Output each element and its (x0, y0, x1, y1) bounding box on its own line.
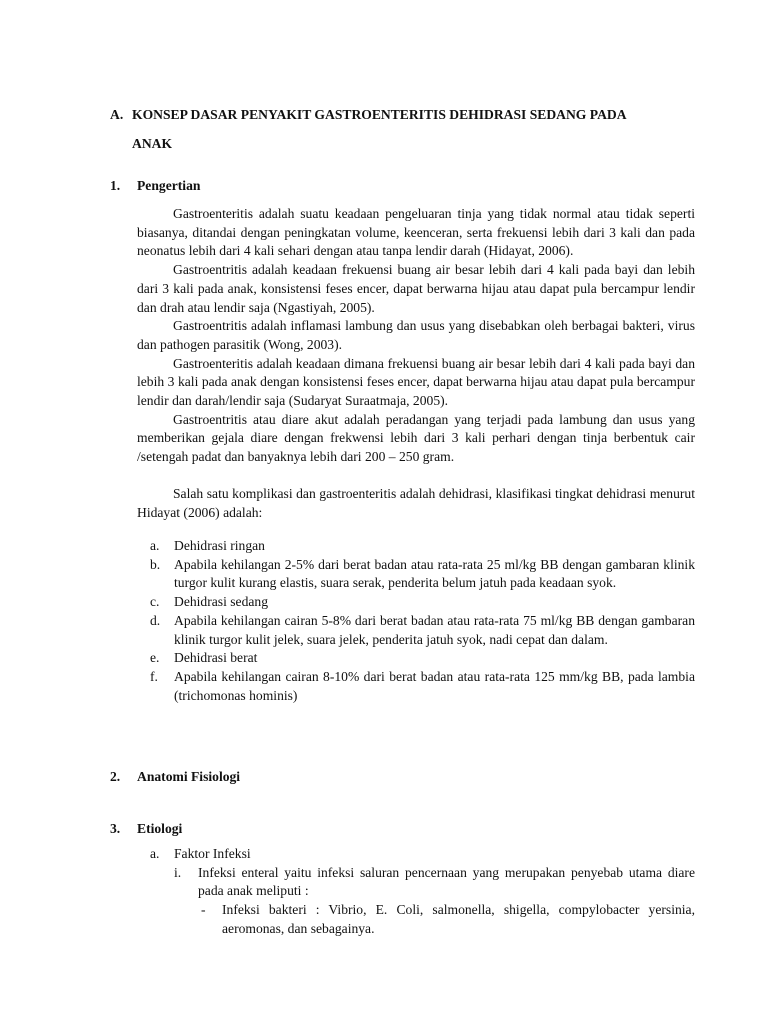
list-item (174, 864, 695, 901)
paragraph: Gastroenteritis adalah suatu keadaan pengeluaran tinja yang tidak normal atau tidak seperti biasanya, ditandai dengan peningkatan volume, keenceran, serta frekuensi lebih dari 3 kali dan pada neonatus lebih dari 4 kali sehari dengan atau tanpa lendir darah (Hidayat, 2006). (137, 206, 695, 259)
list-item (150, 649, 695, 668)
paragraph: Gastroentritis adalah keadaan frekuensi buang air besar lebih dari 4 kali pada bayi dan lebih dari 3 kali pada anak, konsistensi feses encer, dapat berwarna hijau atau dapat pula bercampur lendir dan drah atau lendir saja (Ngastiyah, 2005). (137, 262, 695, 315)
section-1-body (137, 205, 695, 523)
paragraph: Salah satu komplikasi dan gastroenteritis adalah dehidrasi, klasifikasi tingkat dehidrasi menurut Hidayat (2006) adalah: (137, 486, 695, 521)
section-2-number: 2. (110, 769, 121, 784)
list-item-text: Dehidrasi berat (174, 650, 258, 666)
list-item-text: Dehidrasi ringan (174, 538, 265, 553)
list-item-text: Apabila kehilangan cairan 5-8% dari berat badan atau rata-rata 75 ml/kg BB dengan gambaran klinik turgor kulit jelek, suara jelek, penderita jatuh syok, nadi cepat dan dalam. (174, 612, 695, 647)
list-marker: c. (150, 594, 160, 610)
section-1-number: 1. (110, 178, 121, 193)
chapter-heading (110, 101, 710, 158)
section-3-number: 3. (110, 821, 121, 836)
paragraph-gap (137, 467, 695, 486)
list-item (150, 668, 695, 705)
list-item-text: Infeksi enteral yaitu infeksi saluran pencernaan yang merupakan penyebab utama diare pada anak meliputi : (198, 864, 695, 899)
etiology-list (150, 845, 695, 939)
list-item (150, 845, 695, 864)
list-marker: e. (150, 650, 160, 666)
section-3-title: Etiologi (137, 821, 183, 836)
list-marker: a. (150, 538, 160, 553)
list-marker: i. (174, 864, 182, 880)
list-marker: f. (150, 668, 158, 684)
list-item-text: Infeksi bakteri : Vibrio, E. Coli, salmonella, shigella, compylobacter yersinia, aeromonas, dan sebagainya. (222, 902, 695, 936)
list-marker: d. (150, 612, 161, 628)
sublist (174, 864, 695, 939)
list-item (150, 537, 695, 556)
list-marker: - (201, 902, 206, 918)
list-marker: b. (150, 556, 161, 572)
heading-line-1: KONSEP DASAR PENYAKIT GASTROENTERITIS DEHIDRASI SEDANG PADA (132, 107, 627, 122)
list-item-text: Faktor Infeksi (174, 846, 251, 861)
paragraph: Gastroenteritis adalah keadaan dimana frekuensi buang air besar lebih dari 4 kali pada bayi dan lebih 3 kali pada anak dengan konsistensi feses encer, dapat berwarna hijau atau dapat pula bercampur lendir dan darah/lendir saja (Sudaryat Suraatmaja, 2005). (137, 355, 695, 409)
list-item (150, 556, 695, 593)
paragraph: Gastroentritis adalah inflamasi lambung dan usus yang disebabkan oleh berbagai bakteri, virus dan pathogen parasitik (Wong, 2003). (137, 318, 695, 352)
list-item (150, 593, 695, 612)
paragraph: Gastroentritis atau diare akut adalah peradangan yang terjadi pada lambung dan usus yang memberikan gejala diare dengan frekwensi lebih dari 3 kali perhari dengan tinja berbentuk cair /setengah padat dan banyaknya lebih dari 200 – 250 gram. (137, 411, 695, 465)
list-item-text: Dehidrasi sedang (174, 594, 268, 610)
heading-line-2: ANAK (132, 136, 173, 151)
section-1-title: Pengertian (137, 178, 201, 193)
list-marker: a. (150, 846, 160, 861)
dehydration-list (150, 537, 695, 705)
heading-marker: A. (110, 107, 124, 122)
list-item (150, 612, 695, 649)
list-item-text: Apabila kehilangan 2-5% dari berat badan atau rata-rata 25 ml/kg BB dengan gambaran klinik turgor kulit kurang elastis, suara serak, penderita belum jatuh pada keadaan syok. (174, 556, 695, 591)
sublist (198, 901, 695, 938)
section-2-title: Anatomi Fisiologi (137, 769, 241, 784)
list-item (198, 901, 695, 938)
list-item-text: Apabila kehilangan cairan 8-10% dari berat badan atau rata-rata 125 mm/kg BB, pada lambia (trichomonas hominis) (174, 668, 695, 703)
